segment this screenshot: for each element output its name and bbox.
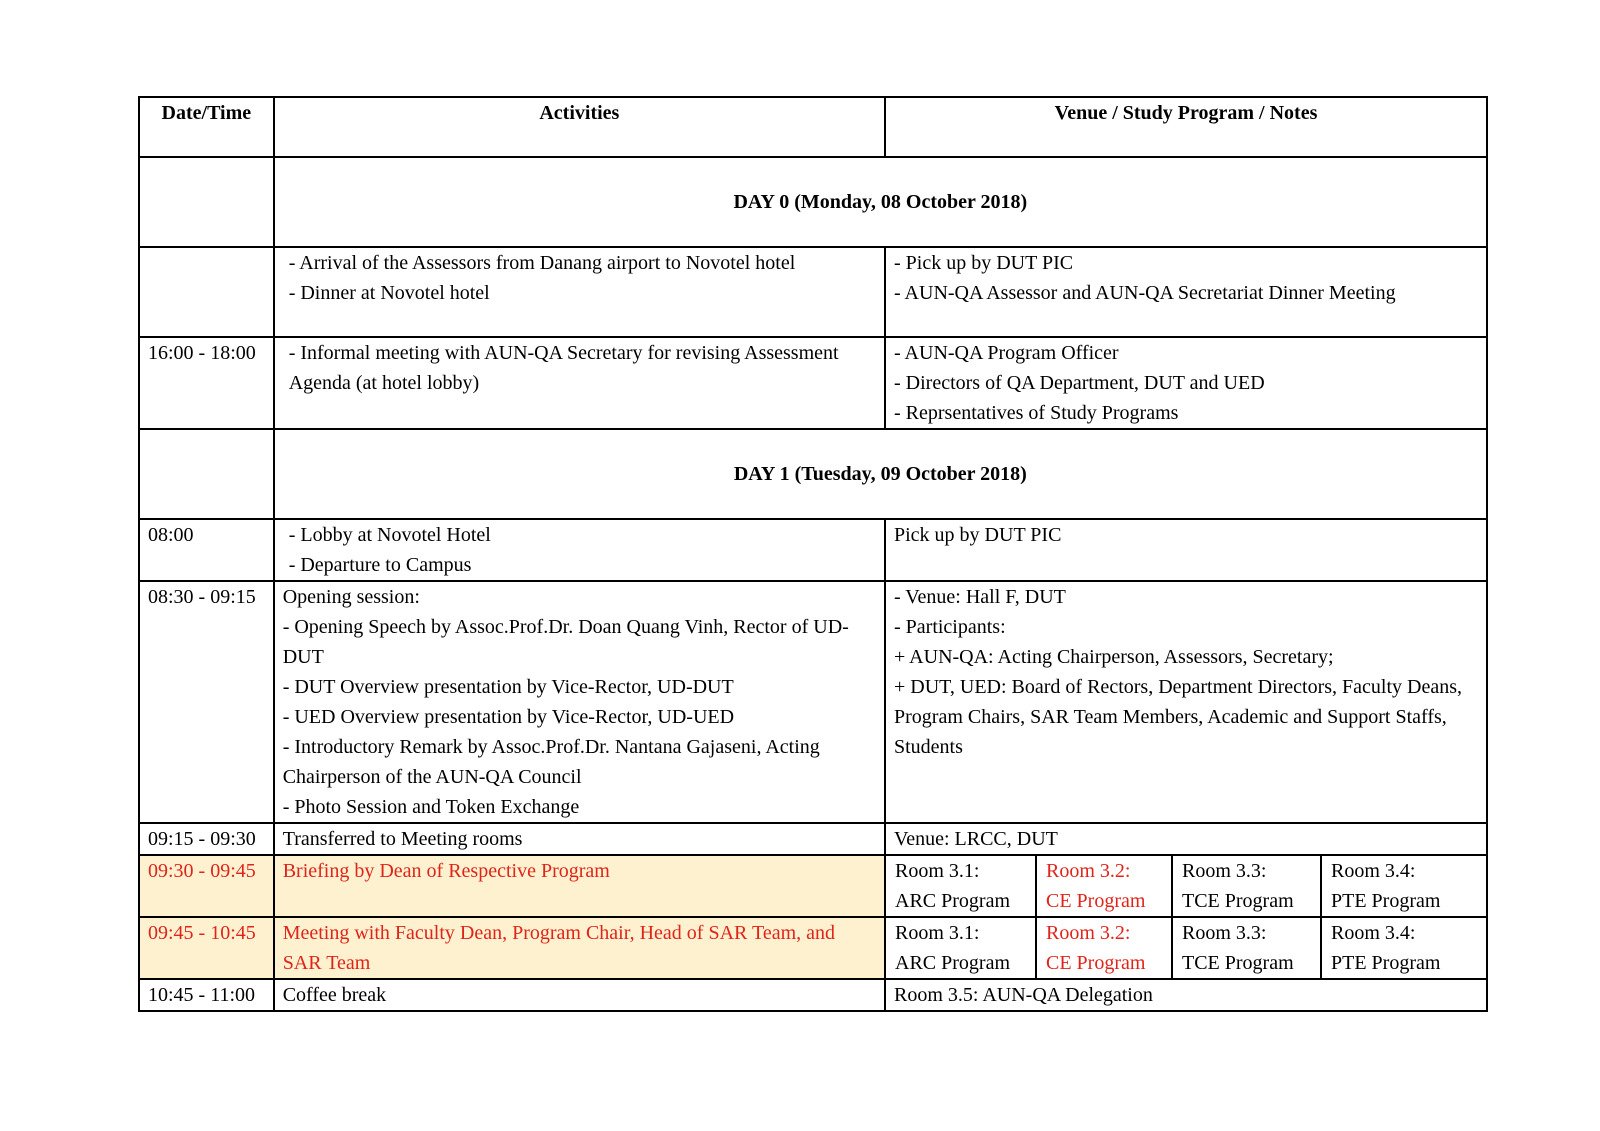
venue-line: - Directors of QA Department, DUT and UED (894, 372, 1265, 394)
activities-cell (274, 337, 885, 429)
room-label: Room 3.3: (1182, 860, 1267, 882)
room-program: PTE Program (1331, 952, 1441, 974)
room-program: CE Program (1046, 952, 1146, 974)
room-3-4 (1321, 856, 1486, 916)
agenda-table (138, 96, 1488, 1012)
activities-cell (274, 581, 885, 823)
room-3-1 (886, 918, 1036, 978)
venue-line: - Pick up by DUT PIC (894, 252, 1074, 274)
room-3-2 (1036, 918, 1172, 978)
venue-cell (885, 581, 1487, 823)
day-0-row (139, 157, 1487, 247)
time-cell: 10:45 - 11:00 (139, 979, 274, 1011)
room-program: CE Program (1046, 890, 1146, 912)
venue-cell: Venue: LRCC, DUT (885, 823, 1487, 855)
activity-line: - Opening Speech by Assoc.Prof.Dr. Doan Quang Vinh, Rector of UD-DUT (282, 616, 849, 668)
room-label: Room 3.2: (1046, 922, 1131, 944)
table-row (139, 247, 1487, 337)
table-row (139, 979, 1487, 1011)
room-3-4 (1321, 918, 1486, 978)
room-3-2 (1036, 856, 1172, 916)
room-label: Room 3.2: (1046, 860, 1131, 882)
rooms-cell (885, 917, 1487, 979)
venue-line: - Reprsentatives of Study Programs (894, 402, 1179, 424)
table-row (139, 823, 1487, 855)
activity-line: - UED Overview presentation by Vice-Rector, UD-UED (282, 706, 735, 728)
time-cell: 16:00 - 18:00 (139, 337, 274, 429)
activities-cell (274, 519, 885, 581)
table-row (139, 581, 1487, 823)
header-row (139, 97, 1487, 157)
venue-cell (885, 247, 1487, 337)
activity-line: - Departure to Campus (288, 554, 472, 576)
activity-line: - Introductory Remark by Assoc.Prof.Dr. Nantana Gajaseni, Acting Chairperson of the AUN-QA Council (282, 736, 820, 788)
room-3-3 (1172, 918, 1321, 978)
day-0-title: DAY 0 (Monday, 08 October 2018) (274, 157, 1487, 247)
time-cell (139, 247, 274, 337)
time-cell: 08:00 (139, 519, 274, 581)
header-activities: Activities (274, 97, 885, 157)
activity-line: - DUT Overview presentation by Vice-Rector, UD-DUT (282, 676, 734, 698)
venue-line: - AUN-QA Assessor and AUN-QA Secretariat Dinner Meeting (894, 282, 1396, 304)
day-1-time-cell (139, 429, 274, 519)
activities-cell: Briefing by Dean of Respective Program (274, 855, 885, 917)
time-cell: 09:45 - 10:45 (139, 917, 274, 979)
day-1-row (139, 429, 1487, 519)
activity-line: - Arrival of the Assessors from Danang airport to Novotel hotel (288, 252, 796, 274)
room-3-1 (886, 856, 1036, 916)
room-label: Room 3.4: (1331, 860, 1416, 882)
room-program: ARC Program (895, 890, 1010, 912)
room-3-3 (1172, 856, 1321, 916)
activities-cell: Meeting with Faculty Dean, Program Chair, Head of SAR Team, and SAR Team (274, 917, 885, 979)
time-cell: 08:30 - 09:15 (139, 581, 274, 823)
table-row (139, 519, 1487, 581)
table-row-highlighted (139, 917, 1487, 979)
day-0-time-cell (139, 157, 274, 247)
room-program: PTE Program (1331, 890, 1441, 912)
activities-cell (274, 247, 885, 337)
activities-cell: Transferred to Meeting rooms (274, 823, 885, 855)
activity-line: - Photo Session and Token Exchange (282, 796, 580, 818)
activity-line: - Informal meeting with AUN-QA Secretary for revising Assessment Agenda (at hotel lobby) (288, 342, 839, 394)
venue-cell (885, 337, 1487, 429)
time-cell: 09:30 - 09:45 (139, 855, 274, 917)
venue-cell (885, 519, 1487, 581)
activity-line: - Lobby at Novotel Hotel (288, 524, 491, 546)
room-program: ARC Program (895, 952, 1010, 974)
venue-cell: Room 3.5: AUN-QA Delegation (885, 979, 1487, 1011)
table-row-highlighted (139, 855, 1487, 917)
activity-line: - Dinner at Novotel hotel (288, 282, 490, 304)
venue-line: + AUN-QA: Acting Chairperson, Assessors, Secretary; (894, 646, 1334, 668)
venue-line: + DUT, UED: Board of Rectors, Department Directors, Faculty Deans, Program Chairs, SAR Team Members, Academic and Support Staffs, Students (894, 676, 1462, 758)
room-label: Room 3.1: (895, 860, 980, 882)
venue-line: - Venue: Hall F, DUT (894, 586, 1066, 608)
table-row (139, 337, 1487, 429)
rooms-grid (886, 918, 1486, 978)
room-label: Room 3.3: (1182, 922, 1267, 944)
venue-line: - AUN-QA Program Officer (894, 342, 1119, 364)
room-label: Room 3.4: (1331, 922, 1416, 944)
rooms-cell (885, 855, 1487, 917)
room-program: TCE Program (1182, 890, 1294, 912)
venue-line: - Participants: (894, 616, 1006, 638)
activities-cell: Coffee break (274, 979, 885, 1011)
activity-line: Opening session: (282, 586, 420, 608)
venue-line: Pick up by DUT PIC (894, 524, 1062, 546)
header-venue: Venue / Study Program / Notes (885, 97, 1487, 157)
time-cell: 09:15 - 09:30 (139, 823, 274, 855)
header-date-time: Date/Time (139, 97, 274, 157)
day-1-title: DAY 1 (Tuesday, 09 October 2018) (274, 429, 1487, 519)
room-program: TCE Program (1182, 952, 1294, 974)
rooms-grid (886, 856, 1486, 916)
room-label: Room 3.1: (895, 922, 980, 944)
